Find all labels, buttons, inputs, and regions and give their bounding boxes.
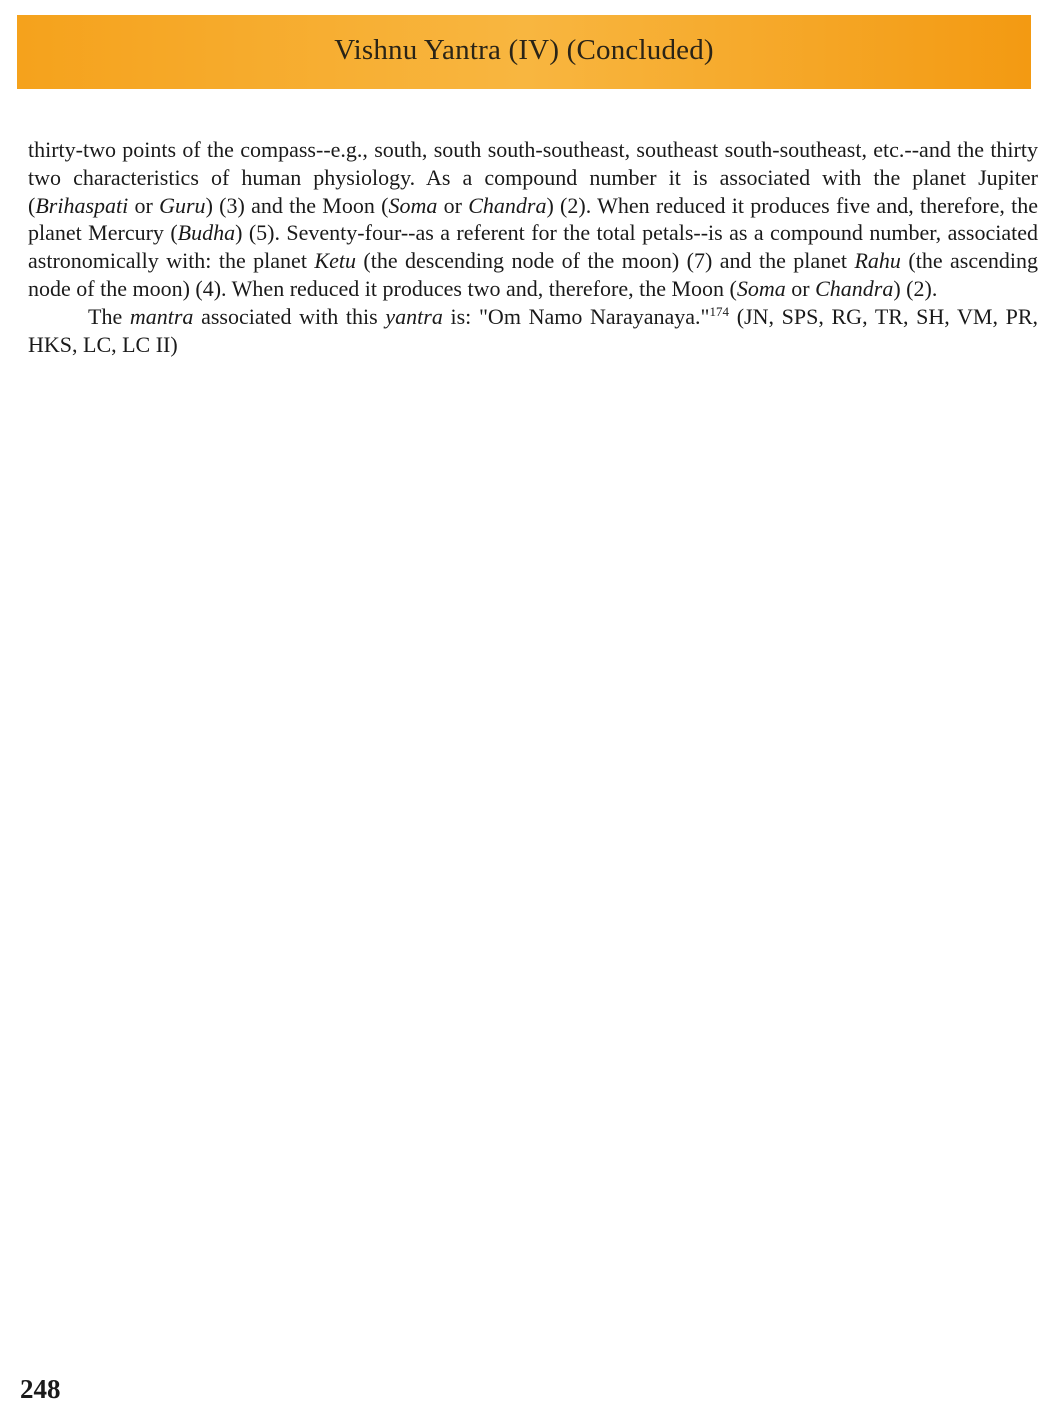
paragraph-1 bbox=[28, 136, 1038, 303]
italic-term: Chandra bbox=[815, 275, 894, 301]
text-run: associated with this bbox=[193, 303, 386, 329]
text-run: (the ascending node of the moon) (4). When reduced it produces two and, therefore, the Moon ( bbox=[28, 248, 1038, 301]
header-band bbox=[17, 15, 1031, 89]
italic-term: Brihaspati bbox=[35, 192, 129, 218]
text-run: (JN, SPS, RG, TR, SH, VM, PR, HKS, LC, LC II) bbox=[28, 303, 1039, 357]
page-number: 248 bbox=[20, 1374, 61, 1404]
text-run: ) (5). Seventy-four--as a referent for the total petals--is as a compound number, associated astronomically with: the planet bbox=[28, 220, 1038, 274]
italic-term: Chandra bbox=[468, 192, 547, 218]
body-text bbox=[28, 136, 1038, 358]
italic-term: Budha bbox=[177, 220, 236, 246]
italic-term: Ketu bbox=[314, 248, 356, 274]
text-run: or bbox=[785, 275, 816, 301]
text-run: ) (2). When reduced it produces five and, therefore, the planet Mercury ( bbox=[28, 192, 1039, 246]
text-run: ) (3) and the Moon ( bbox=[205, 192, 389, 218]
italic-term: Guru bbox=[159, 192, 206, 218]
text-run: ) (2). bbox=[893, 275, 938, 301]
text-run: The bbox=[88, 303, 130, 329]
text-run: (the descending node of the moon) (7) and the planet bbox=[355, 248, 855, 274]
text-run: or bbox=[437, 192, 469, 218]
text-run: thirty-two points of the compass--e.g., south, south south-southeast, southeast south-southeast, etc.--and the thirty two characteristics of human physiology. As a compound number it is associated with the planet Jupiter ( bbox=[28, 137, 1038, 218]
italic-term: mantra bbox=[129, 303, 194, 329]
italic-term: Soma bbox=[736, 275, 786, 301]
italic-term: Rahu bbox=[854, 248, 901, 274]
paragraph-2 bbox=[28, 303, 1038, 359]
page-title: Vishnu Yantra (IV) (Concluded) bbox=[334, 33, 714, 66]
text-run: or bbox=[128, 192, 160, 218]
text-run: is: "Om Namo Narayanaya." bbox=[442, 303, 710, 329]
footnote-ref: 174 bbox=[709, 303, 730, 319]
italic-term: yantra bbox=[385, 303, 443, 329]
italic-term: Soma bbox=[388, 192, 438, 218]
